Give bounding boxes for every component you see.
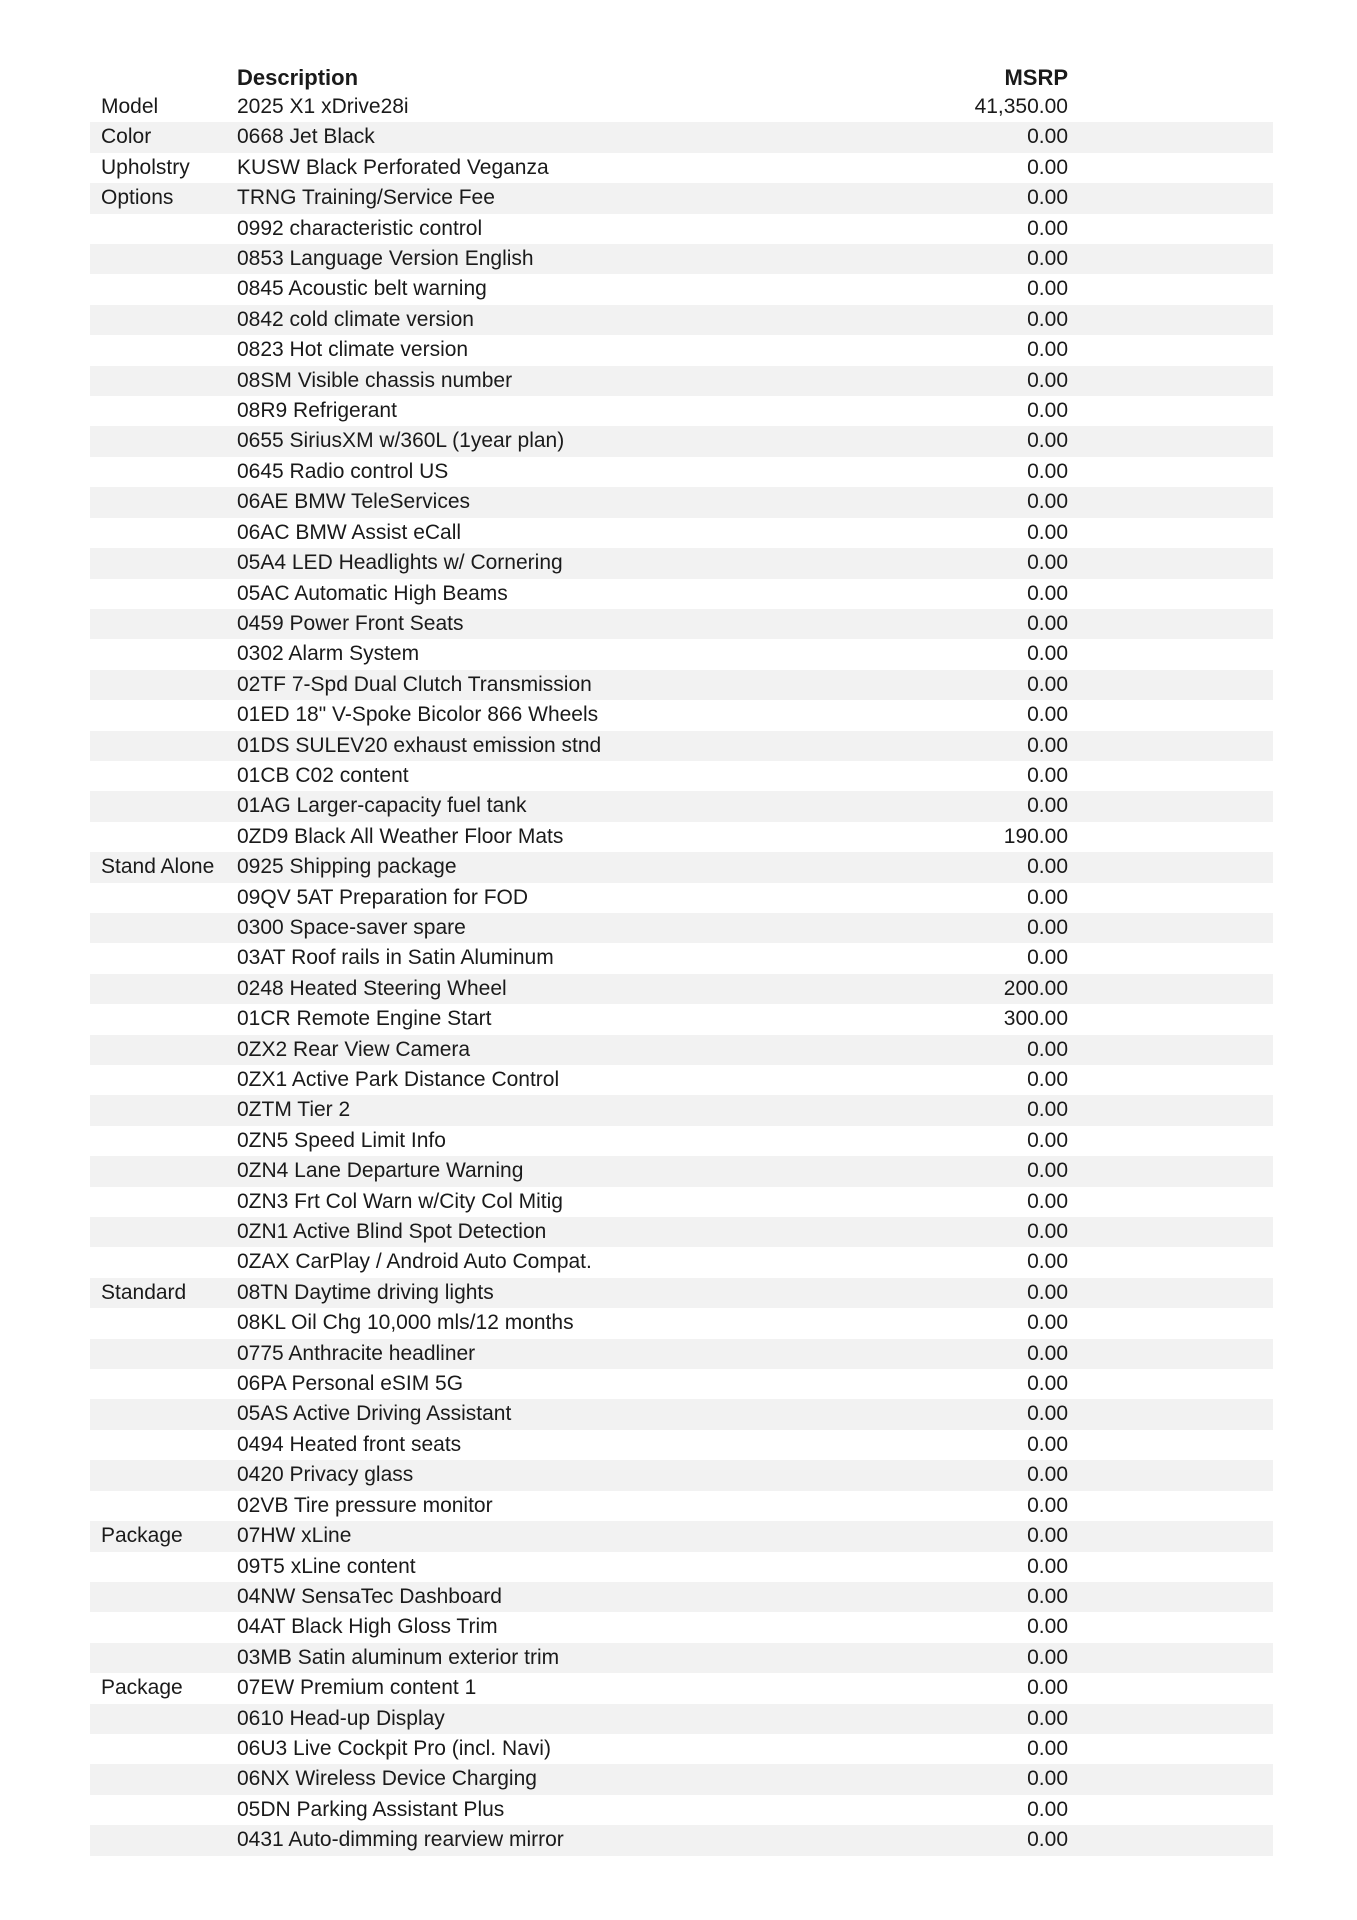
row-description: 0ZN4 Lane Departure Warning <box>237 1159 524 1183</box>
table-row <box>90 1065 1273 1095</box>
row-description: 0431 Auto-dimming rearview mirror <box>237 1828 564 1852</box>
table-row <box>90 1339 1273 1369</box>
row-description: 0302 Alarm System <box>237 642 420 666</box>
row-msrp: 0.00 <box>1027 338 1068 362</box>
row-description: 05A4 LED Headlights w/ Cornering <box>237 551 563 575</box>
row-description: 04NW SensaTec Dashboard <box>237 1584 502 1608</box>
table-row <box>90 153 1273 183</box>
row-msrp: 0.00 <box>1027 1554 1068 1578</box>
row-msrp: 0.00 <box>1027 1098 1068 1122</box>
row-description: 0925 Shipping package <box>237 855 457 879</box>
row-description: 07HW xLine <box>237 1524 352 1548</box>
row-msrp: 0.00 <box>1027 1128 1068 1152</box>
table-row <box>90 487 1273 517</box>
row-description: KUSW Black Perforated Veganza <box>237 155 549 179</box>
table-header <box>90 62 1273 92</box>
row-msrp: 0.00 <box>1027 1432 1068 1456</box>
row-msrp: 0.00 <box>1027 1645 1068 1669</box>
table-row <box>90 426 1273 456</box>
row-msrp: 0.00 <box>1027 1493 1068 1517</box>
row-description: 07EW Premium content 1 <box>237 1676 477 1700</box>
row-msrp: 0.00 <box>1027 885 1068 909</box>
row-msrp: 0.00 <box>1027 1402 1068 1426</box>
row-description: 0ZN5 Speed Limit Info <box>237 1128 446 1152</box>
row-description: 0ZTM Tier 2 <box>237 1098 351 1122</box>
row-category: Color <box>101 125 152 149</box>
row-msrp: 0.00 <box>1027 703 1068 727</box>
row-description: 02TF 7-Spd Dual Clutch Transmission <box>237 672 592 696</box>
row-description: 01AG Larger-capacity fuel tank <box>237 794 527 818</box>
row-category: Model <box>101 95 159 118</box>
row-msrp: 0.00 <box>1027 1524 1068 1548</box>
row-msrp: 0.00 <box>1027 1706 1068 1730</box>
row-description: 0842 cold climate version <box>237 307 474 331</box>
row-description: 0823 Hot climate version <box>237 338 469 362</box>
row-msrp: 0.00 <box>1027 1220 1068 1244</box>
table-row <box>90 274 1273 304</box>
row-msrp: 0.00 <box>1027 763 1068 787</box>
row-description: 04AT Black High Gloss Trim <box>237 1615 498 1639</box>
row-description: 03AT Roof rails in Satin Aluminum <box>237 946 554 970</box>
row-msrp: 0.00 <box>1027 1736 1068 1760</box>
row-msrp: 0.00 <box>1027 1280 1068 1304</box>
row-category: Package <box>101 1524 183 1548</box>
table-row <box>90 183 1273 213</box>
table-row <box>90 1430 1273 1460</box>
table-row <box>90 1552 1273 1582</box>
table-row <box>90 1764 1273 1794</box>
table-row <box>90 670 1273 700</box>
table-row <box>90 1156 1273 1186</box>
table-row <box>90 548 1273 578</box>
row-msrp: 0.00 <box>1027 551 1068 575</box>
row-msrp: 0.00 <box>1027 1463 1068 1487</box>
row-description: 0ZX2 Rear View Camera <box>237 1037 471 1061</box>
row-msrp: 0.00 <box>1027 247 1068 271</box>
table-row <box>90 214 1273 244</box>
table-row <box>90 974 1273 1004</box>
row-msrp: 0.00 <box>1027 642 1068 666</box>
description-header: Description <box>237 65 359 90</box>
row-msrp: 0.00 <box>1027 1615 1068 1639</box>
row-description: 0300 Space-saver spare <box>237 915 466 939</box>
row-description: 01DS SULEV20 exhaust emission stnd <box>237 733 602 757</box>
row-description: TRNG Training/Service Fee <box>237 186 495 210</box>
row-description: 08SM Visible chassis number <box>237 368 513 392</box>
row-description: 06PA Personal eSIM 5G <box>237 1372 464 1396</box>
row-category: Standard <box>101 1280 187 1304</box>
row-description: 0ZN3 Frt Col Warn w/City Col Mitig <box>237 1189 563 1213</box>
table-row <box>90 1095 1273 1125</box>
row-msrp: 0.00 <box>1027 794 1068 818</box>
row-msrp: 0.00 <box>1027 1159 1068 1183</box>
row-description: 08R9 Refrigerant <box>237 399 397 423</box>
row-category: Package <box>101 1676 183 1700</box>
table-row <box>90 1187 1273 1217</box>
table-row <box>90 1217 1273 1247</box>
row-msrp: 0.00 <box>1027 1189 1068 1213</box>
row-msrp: 0.00 <box>1027 915 1068 939</box>
row-description: 0645 Radio control US <box>237 459 449 483</box>
table-row <box>90 92 1273 122</box>
table-row <box>90 761 1273 791</box>
table-row <box>90 1247 1273 1277</box>
table-row <box>90 609 1273 639</box>
row-category: Options <box>101 186 174 210</box>
row-description: 0853 Language Version English <box>237 247 534 271</box>
row-msrp: 0.00 <box>1027 155 1068 179</box>
row-msrp: 0.00 <box>1027 855 1068 879</box>
row-msrp: 0.00 <box>1027 1311 1068 1335</box>
row-msrp: 0.00 <box>1027 277 1068 301</box>
table-row <box>90 1278 1273 1308</box>
table-row <box>90 1521 1273 1551</box>
table-row <box>90 1308 1273 1338</box>
row-msrp: 0.00 <box>1027 611 1068 635</box>
table-row <box>90 1004 1273 1034</box>
row-msrp: 300.00 <box>1003 1007 1068 1031</box>
row-description: 08TN Daytime driving lights <box>237 1280 494 1304</box>
table-row <box>90 579 1273 609</box>
table-row <box>90 1369 1273 1399</box>
row-description: 05DN Parking Assistant Plus <box>237 1797 505 1821</box>
row-description: 0845 Acoustic belt warning <box>237 277 487 301</box>
row-msrp: 0.00 <box>1027 429 1068 453</box>
table-row <box>90 244 1273 274</box>
row-description: 0ZD9 Black All Weather Floor Mats <box>237 824 564 848</box>
row-description: 06NX Wireless Device Charging <box>237 1767 537 1791</box>
row-msrp: 0.00 <box>1027 1372 1068 1396</box>
table-row <box>90 913 1273 943</box>
row-msrp: 190.00 <box>1003 824 1068 848</box>
table-row <box>90 1612 1273 1642</box>
row-msrp: 0.00 <box>1027 125 1068 149</box>
row-msrp: 0.00 <box>1027 307 1068 331</box>
row-msrp: 0.00 <box>1027 1797 1068 1821</box>
row-description: 0610 Head-up Display <box>237 1706 445 1730</box>
table-row <box>90 122 1273 152</box>
row-description: 0992 characteristic control <box>237 216 483 240</box>
table-row <box>90 1673 1273 1703</box>
table-row <box>90 1399 1273 1429</box>
row-description: 0655 SiriusXM w/360L (1year plan) <box>237 429 565 453</box>
table-row <box>90 518 1273 548</box>
table-row <box>90 852 1273 882</box>
row-description: 0248 Heated Steering Wheel <box>237 976 507 1000</box>
row-description: 05AS Active Driving Assistant <box>237 1402 512 1426</box>
row-msrp: 0.00 <box>1027 581 1068 605</box>
msrp-header: MSRP <box>1004 65 1068 90</box>
table-row <box>90 1582 1273 1612</box>
row-description: 09T5 xLine content <box>237 1554 416 1578</box>
row-description: 0775 Anthracite headliner <box>237 1341 476 1365</box>
row-msrp: 0.00 <box>1027 946 1068 970</box>
row-category: Stand Alone <box>101 855 215 879</box>
table-row <box>90 1795 1273 1825</box>
row-msrp: 0.00 <box>1027 672 1068 696</box>
row-description: 0ZAX CarPlay / Android Auto Compat. <box>237 1250 592 1274</box>
options-table <box>90 62 1273 1856</box>
row-description: 06U3 Live Cockpit Pro (incl. Navi) <box>237 1736 551 1760</box>
row-msrp: 200.00 <box>1003 976 1068 1000</box>
table-row <box>90 731 1273 761</box>
table-row <box>90 1825 1273 1855</box>
row-description: 01ED 18" V-Spoke Bicolor 866 Wheels <box>237 703 599 727</box>
table-row <box>90 700 1273 730</box>
row-description: 0ZX1 Active Park Distance Control <box>237 1068 560 1091</box>
row-msrp: 0.00 <box>1027 1068 1068 1091</box>
row-msrp: 0.00 <box>1027 1341 1068 1365</box>
table-row <box>90 1126 1273 1156</box>
row-description: 0420 Privacy glass <box>237 1463 414 1487</box>
table-row <box>90 1460 1273 1490</box>
row-msrp: 0.00 <box>1027 1250 1068 1274</box>
row-msrp: 0.00 <box>1027 733 1068 757</box>
row-description: 01CR Remote Engine Start <box>237 1007 492 1031</box>
row-msrp: 0.00 <box>1027 1037 1068 1061</box>
row-description: 0668 Jet Black <box>237 125 375 149</box>
row-msrp: 0.00 <box>1027 368 1068 392</box>
table-row <box>90 457 1273 487</box>
row-description: 03MB Satin aluminum exterior trim <box>237 1645 560 1669</box>
row-msrp: 0.00 <box>1027 459 1068 483</box>
row-description: 01CB C02 content <box>237 763 409 787</box>
row-description: 08KL Oil Chg 10,000 mls/12 months <box>237 1311 574 1335</box>
row-description: 2025 X1 xDrive28i <box>237 95 409 118</box>
row-msrp: 0.00 <box>1027 1584 1068 1608</box>
table-row <box>90 1704 1273 1734</box>
row-msrp: 0.00 <box>1027 399 1068 423</box>
table-row <box>90 1734 1273 1764</box>
row-description: 0ZN1 Active Blind Spot Detection <box>237 1220 547 1244</box>
table-row <box>90 396 1273 426</box>
table-row <box>90 335 1273 365</box>
row-msrp: 0.00 <box>1027 490 1068 514</box>
table-row <box>90 943 1273 973</box>
table-row <box>90 366 1273 396</box>
table-row <box>90 1491 1273 1521</box>
row-msrp: 41,350.00 <box>974 95 1068 118</box>
table-row <box>90 822 1273 852</box>
row-description: 0459 Power Front Seats <box>237 611 464 635</box>
table-row <box>90 791 1273 821</box>
table-row <box>90 305 1273 335</box>
table-row <box>90 1643 1273 1673</box>
row-msrp: 0.00 <box>1027 216 1068 240</box>
row-category: Upholstry <box>101 155 190 179</box>
table-row <box>90 883 1273 913</box>
row-description: 05AC Automatic High Beams <box>237 581 508 605</box>
table-row <box>90 639 1273 669</box>
row-msrp: 0.00 <box>1027 520 1068 544</box>
row-msrp: 0.00 <box>1027 1676 1068 1700</box>
row-description: 02VB Tire pressure monitor <box>237 1493 493 1517</box>
row-description: 0494 Heated front seats <box>237 1432 462 1456</box>
table-body <box>90 92 1273 1856</box>
row-description: 06AC BMW Assist eCall <box>237 520 462 544</box>
row-description: 06AE BMW TeleServices <box>237 490 471 514</box>
row-msrp: 0.00 <box>1027 1828 1068 1852</box>
table-row <box>90 1035 1273 1065</box>
row-description: 09QV 5AT Preparation for FOD <box>237 885 529 909</box>
row-msrp: 0.00 <box>1027 1767 1068 1791</box>
row-msrp: 0.00 <box>1027 186 1068 210</box>
